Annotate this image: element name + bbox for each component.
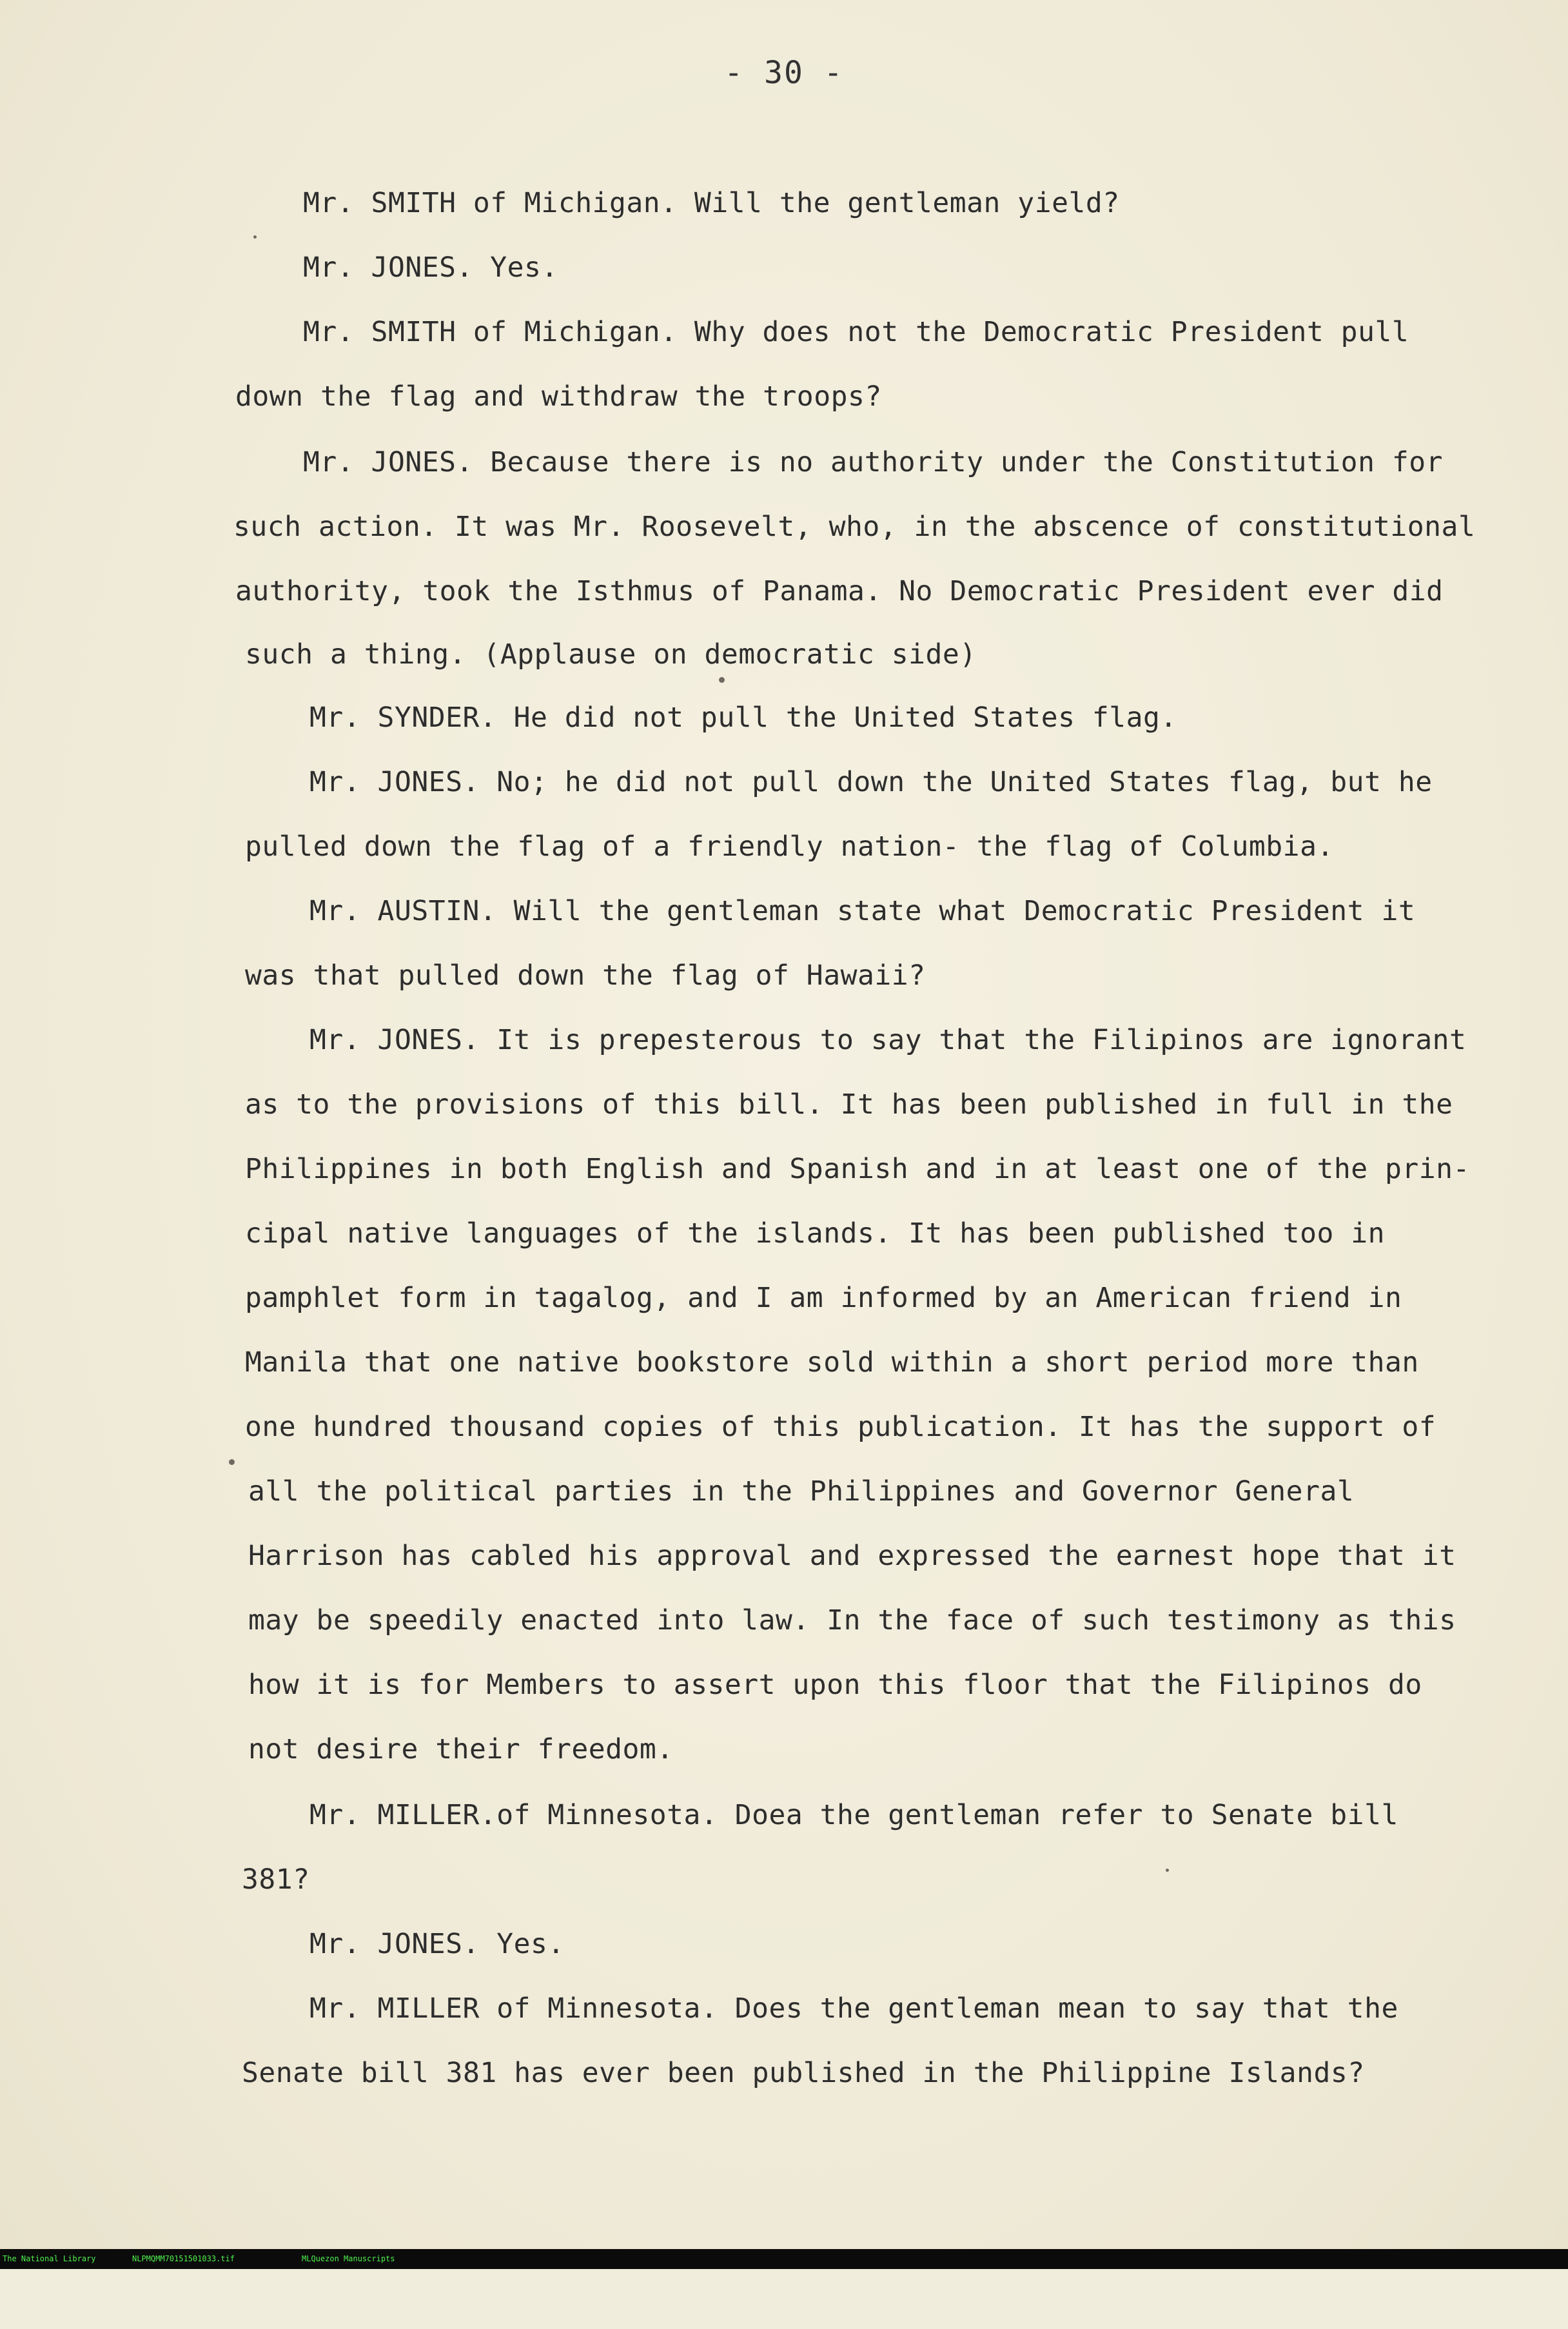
text-line: how it is for Members to assert upon this floor that the Filipinos do xyxy=(248,1669,1422,1701)
text-line: Mr. AUSTIN. Will the gentleman state what Democratic President it xyxy=(309,895,1416,927)
text-line: such a thing. (Applause on democratic side) xyxy=(245,638,977,671)
text-line: Mr. SYNDER. He did not pull the United States flag. xyxy=(309,702,1177,734)
text-line: authority, took the Isthmus of Panama. No Democratic President ever did xyxy=(235,575,1444,607)
ink-speck xyxy=(229,1459,235,1465)
text-line: such action. It was Mr. Roosevelt, who, in the abscence of constitutional xyxy=(233,511,1476,543)
text-line: as to the provisions of this bill. It has been published in full in the xyxy=(245,1088,1453,1121)
text-line: Mr. MILLER.of Minnesota. Doea the gentleman refer to Senate bill xyxy=(309,1799,1398,1831)
text-line: Mr. JONES. Because there is no authority under the Constitution for xyxy=(303,446,1444,478)
footer-library: The National Library xyxy=(3,2254,96,2263)
text-line: pulled down the flag of a friendly nation- the flag of Columbia. xyxy=(245,830,1334,863)
text-line: Mr. JONES. It is prepesterous to say that the Filipinos are ignorant xyxy=(309,1024,1467,1056)
text-line: one hundred thousand copies of this publication. It has the support of xyxy=(245,1411,1436,1443)
text-line: may be speedily enacted into law. In the face of such testimony as this xyxy=(248,1604,1456,1636)
footer-file: NLPMQMM70151501033.tif xyxy=(132,2254,235,2263)
page-number: - 30 - xyxy=(724,55,844,91)
text-line: Philippines in both English and Spanish and in at least one of the prin- xyxy=(245,1153,1470,1185)
text-line: Senate bill 381 has ever been published in the Philippine Islands? xyxy=(242,2057,1365,2089)
text-line: pamphlet form in tagalog, and I am informed by an American friend in xyxy=(245,1282,1402,1314)
text-line: cipal native languages of the islands. It has been published too in xyxy=(245,1217,1386,1250)
scan-footer xyxy=(0,2249,1568,2269)
ink-speck xyxy=(1166,1869,1169,1872)
ink-speck xyxy=(253,235,257,239)
text-line: down the flag and withdraw the troops? xyxy=(235,380,882,413)
text-line: was that pulled down the flag of Hawaii? xyxy=(245,959,926,992)
text-line: Harrison has cabled his approval and expressed the earnest hope that it xyxy=(248,1540,1456,1572)
text-line: Mr. JONES. No; he did not pull down the United States flag, but he xyxy=(309,766,1433,798)
footer-collection: MLQuezon Manuscripts xyxy=(302,2254,395,2263)
text-line: 381? xyxy=(242,1863,310,1896)
text-line: Mr. MILLER of Minnesota. Does the gentleman mean to say that the xyxy=(309,1992,1398,2025)
text-line: Mr. SMITH of Michigan. Why does not the Democratic President pull xyxy=(303,316,1409,348)
text-line: Mr. JONES. Yes. xyxy=(303,251,558,284)
ink-speck xyxy=(719,677,725,683)
text-line: all the political parties in the Philippines and Governor General xyxy=(248,1475,1355,1508)
text-line: Mr. SMITH of Michigan. Will the gentleman yield? xyxy=(303,187,1120,219)
text-line: Manila that one native bookstore sold within a short period more than xyxy=(245,1346,1419,1379)
text-line: not desire their freedom. xyxy=(248,1733,674,1765)
text-line: Mr. JONES. Yes. xyxy=(309,1928,565,1960)
